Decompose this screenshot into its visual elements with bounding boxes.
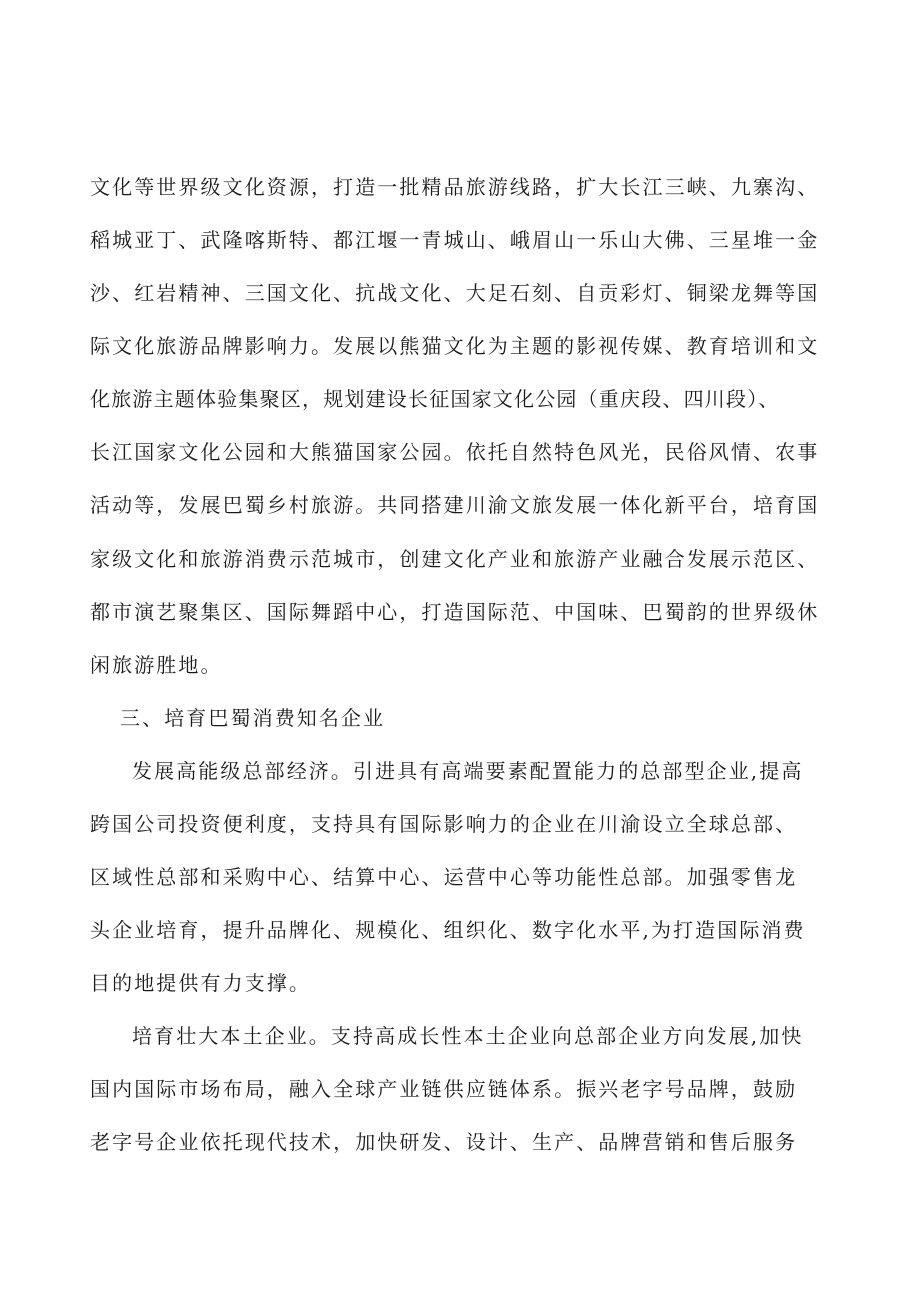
paragraph-line: 培育壮大本土企业。支持高成长性本土企业向总部企业方向发展,加快: [132, 1024, 804, 1048]
paragraph-line: 国内国际市场布局，融入全球产业链供应链体系。振兴老字号品牌，鼓励: [90, 1077, 798, 1101]
paragraph-line: 发展高能级总部经济。引进具有高端要素配置能力的总部型企业,提高: [132, 759, 804, 783]
section-heading: 三、培育巴蜀消费知名企业: [120, 706, 386, 730]
paragraph-line: 际文化旅游品牌影响力。发展以熊猫文化为主题的影视传媒、教育培训和文: [90, 334, 820, 358]
paragraph-line: 活动等，发展巴蜀乡村旅游。共同搭建川渝文旅发展一体化新平台，培育国: [90, 493, 820, 517]
paragraph-line: 闲旅游胜地。: [90, 653, 223, 677]
paragraph-line: 文化等世界级文化资源，打造一批精品旅游线路，扩大长江三峡、九寨沟、: [90, 175, 820, 199]
paragraph-line: 化旅游主题体验集聚区，规划建设长征国家文化公园（重庆段、四川段）、: [90, 387, 780, 411]
paragraph-line: 头企业培育，提升品牌化、规模化、组织化、数字化水平,为打造国际消费: [90, 918, 806, 942]
paragraph-line: 目的地提供有力支撑。: [90, 971, 311, 995]
paragraph-line: 家级文化和旅游消费示范城市，创建文化产业和旅游产业融合发展示范区、: [90, 547, 820, 571]
paragraph-line: 长江国家文化公园和大熊猫国家公园。依托自然特色风光，民俗风情、农事: [90, 440, 820, 464]
paragraph-line: 区域性总部和采购中心、结算中心、运营中心等功能性总部。加强零售龙: [90, 865, 798, 889]
paragraph-line: 沙、红岩精神、三国文化、抗战文化、大足石刻、自贡彩灯、铜梁龙舞等国: [90, 281, 820, 305]
paragraph-line: 都市演艺聚集区、国际舞蹈中心，打造国际范、中国味、巴蜀韵的世界级休: [90, 600, 820, 624]
paragraph-line: 老字号企业依托现代技术，加快研发、设计、生产、品牌营销和售后服务: [90, 1130, 798, 1154]
paragraph-line: 稻城亚丁、武隆喀斯特、都江堰一青城山、峨眉山一乐山大佛、三星堆一金: [90, 228, 820, 252]
paragraph-line: 跨国公司投资便利度，支持具有国际影响力的企业在川渝设立全球总部、: [90, 812, 798, 836]
